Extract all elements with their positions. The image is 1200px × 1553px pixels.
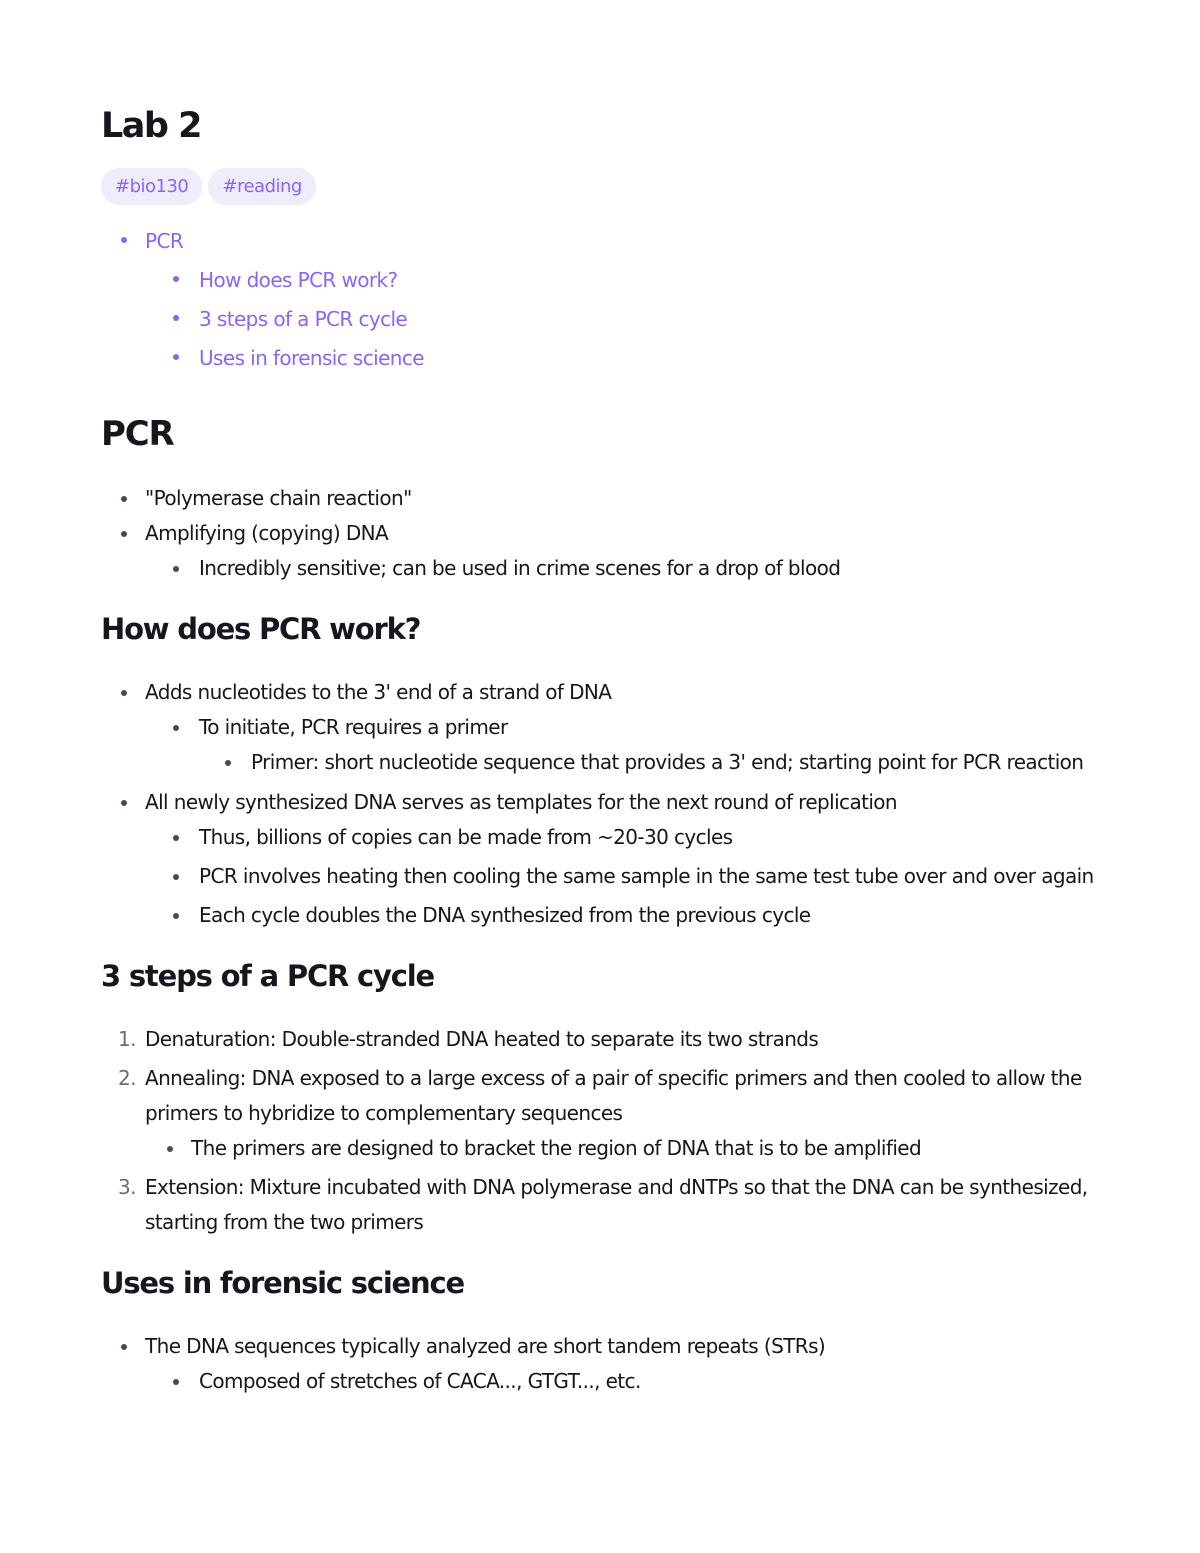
list-item-text: Denaturation: Double-stranded DNA heated to separate its two strands [145, 1027, 819, 1051]
list-item [101, 785, 1111, 933]
list-item-text: Extension: Mixture incubated with DNA polymerase and dNTPs so that the DNA can be synthesized, starting from the two primers [145, 1175, 1088, 1234]
list-item [101, 516, 1111, 586]
list-item-text: Adds nucleotides to the 3' end of a strand of DNA [145, 680, 612, 704]
list-item: Primer: short nucleotide sequence that provides a 3' end; starting point for PCR reaction [199, 745, 1111, 780]
list-item-text: The DNA sequences typically analyzed are short tandem repeats (STRs) [145, 1334, 826, 1358]
how-list [101, 675, 1111, 933]
list-item [101, 1329, 1111, 1399]
list-number: 2. [118, 1066, 136, 1090]
tag-reading[interactable]: #reading [208, 168, 315, 205]
page-title: Lab 2 [101, 106, 202, 146]
pcr-list [101, 481, 1111, 586]
heading-pcr: PCR [101, 414, 174, 454]
list-item [101, 1022, 1111, 1057]
list-item-text: To initiate, PCR requires a primer [199, 715, 508, 739]
list-item: Each cycle doubles the DNA synthesized from the previous cycle [145, 898, 1111, 933]
steps-list [101, 1022, 1111, 1240]
note-page [101, 96, 1111, 1399]
list-item-text: All newly synthesized DNA serves as templates for the next round of replication [145, 790, 898, 814]
toc-link-3-steps[interactable]: 3 steps of a PCR cycle [145, 300, 1111, 339]
tag-list [101, 168, 1111, 205]
list-item: "Polymerase chain reaction" [101, 481, 1111, 516]
table-of-contents [101, 222, 1111, 378]
list-item [101, 1170, 1111, 1240]
tag-bio130[interactable]: #bio130 [101, 168, 202, 205]
toc-link-pcr[interactable] [101, 222, 1111, 378]
list-number: 1. [118, 1027, 136, 1051]
list-item [145, 710, 1111, 780]
list-number: 3. [118, 1175, 136, 1199]
heading-forensic-uses: Uses in forensic science [101, 1266, 464, 1300]
toc-link-forensic-uses[interactable]: Uses in forensic science [145, 339, 1111, 378]
list-item: Incredibly sensitive; can be used in crime scenes for a drop of blood [145, 551, 1111, 586]
list-item: PCR involves heating then cooling the same sample in the same test tube over and over again [145, 859, 1111, 894]
list-item-text: Annealing: DNA exposed to a large excess of a pair of specific primers and then cooled to allow the primers to hybridize to complementary sequences [145, 1066, 1082, 1125]
toc-link-how-does-pcr-work[interactable]: How does PCR work? [145, 261, 1111, 300]
list-item: Thus, billions of copies can be made from ~20-30 cycles [145, 820, 1111, 855]
heading-3-steps: 3 steps of a PCR cycle [101, 959, 434, 993]
list-item-text: Amplifying (copying) DNA [145, 521, 389, 545]
list-item: Composed of stretches of CACA..., GTGT..., etc. [145, 1364, 1111, 1399]
list-item [101, 675, 1111, 780]
forensic-list [101, 1329, 1111, 1399]
toc-link-label[interactable]: PCR [145, 229, 184, 253]
list-item [101, 1061, 1111, 1166]
heading-how-does-pcr-work: How does PCR work? [101, 612, 421, 646]
list-item: The primers are designed to bracket the region of DNA that is to be amplified [145, 1131, 1111, 1166]
